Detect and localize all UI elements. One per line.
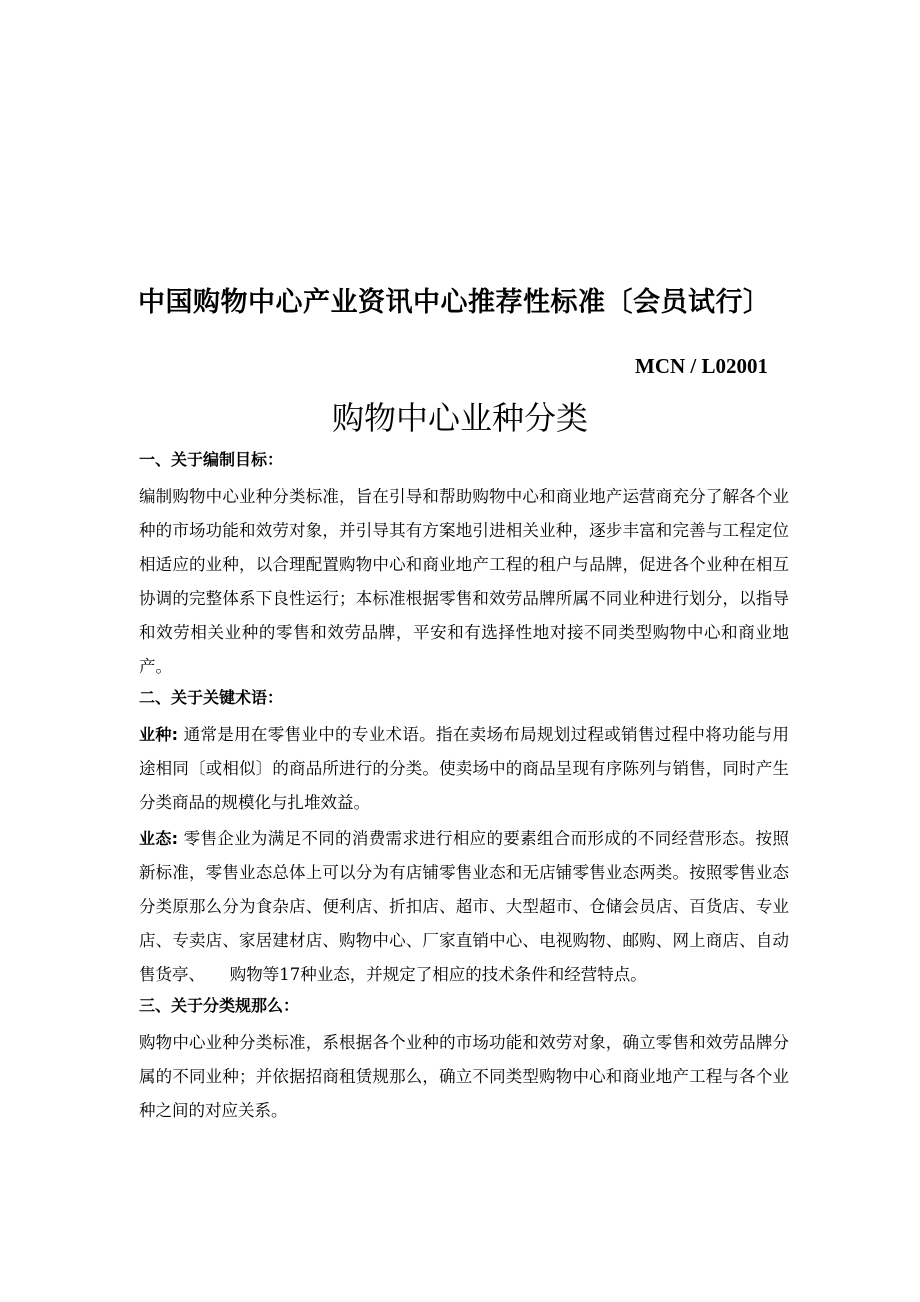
- paragraph-purpose: 编制购物中心业种分类标准，旨在引导和帮助购物中心和商业地产运营商充分了解各个业种的市场功能和效劳对象，并引导其有方案地引进相关业种，逐步丰富和完善与工程定位相适应的业种，以合理配置购物中心和商业地产工程的租户与品牌，促进各个业种在相互协调的完整体系下良性运行；本标准根据零售和效劳品牌所属不同业种进行划分，以指导和效劳相关业种的零售和效劳品牌，平安和有选择性地对接不同类型购物中心和商业地产。: [139, 487, 789, 676]
- standard-code: MCN / L02001: [635, 354, 768, 378]
- standard-header-title: 中国购物中心产业资讯中心推荐性标准〔会员试行〕: [138, 287, 771, 318]
- document-title: 购物中心业种分类: [331, 399, 588, 437]
- section-heading-purpose: 一、关于编制目标：: [139, 450, 284, 469]
- term-text-yetai: 零售企业为满足不同的消费需求进行相应的要素组合而形成的不同经营形态。按照新标准，零售业态总体上可以分为有店铺零售业态和无店铺零售业态两类。按照零售业态分类原那么分为食杂店、便利店、折扣店、超市、大型超市、仓储会员店、百货店、专业店、专卖店、家居建材店、购物中心、厂家直销中心、电视购物、邮购、网上商店、自动售货亭、 购物等17种业态，并规定了相应的技术条件和经营特点。: [139, 829, 790, 984]
- section-heading-rules: 三、关于分类规那么：: [139, 996, 300, 1015]
- paragraph-term-yetai: [139, 822, 789, 992]
- paragraph-term-yezhong: [139, 718, 789, 820]
- term-label-yezhong: 业种:: [139, 725, 179, 744]
- document-body: [139, 448, 789, 1130]
- term-label-yetai: 业态:: [139, 829, 179, 848]
- term-text-yezhong: 通常是用在零售业中的专业术语。指在卖场布局规划过程或销售过程中将功能与用途相同〔或相似〕的商品所进行的分类。使卖场中的商品呈现有序陈列与销售，同时产生分类商品的规模化与扎堆效益。: [139, 725, 790, 812]
- section-heading-terms: 二、关于关键术语：: [139, 688, 284, 707]
- paragraph-rules: 购物中心业种分类标准，系根据各个业种的市场功能和效劳对象，确立零售和效劳品牌分属的不同业种；并依据招商租赁规那么，确立不同类型购物中心和商业地产工程与各个业种之间的对应关系。: [139, 1033, 789, 1120]
